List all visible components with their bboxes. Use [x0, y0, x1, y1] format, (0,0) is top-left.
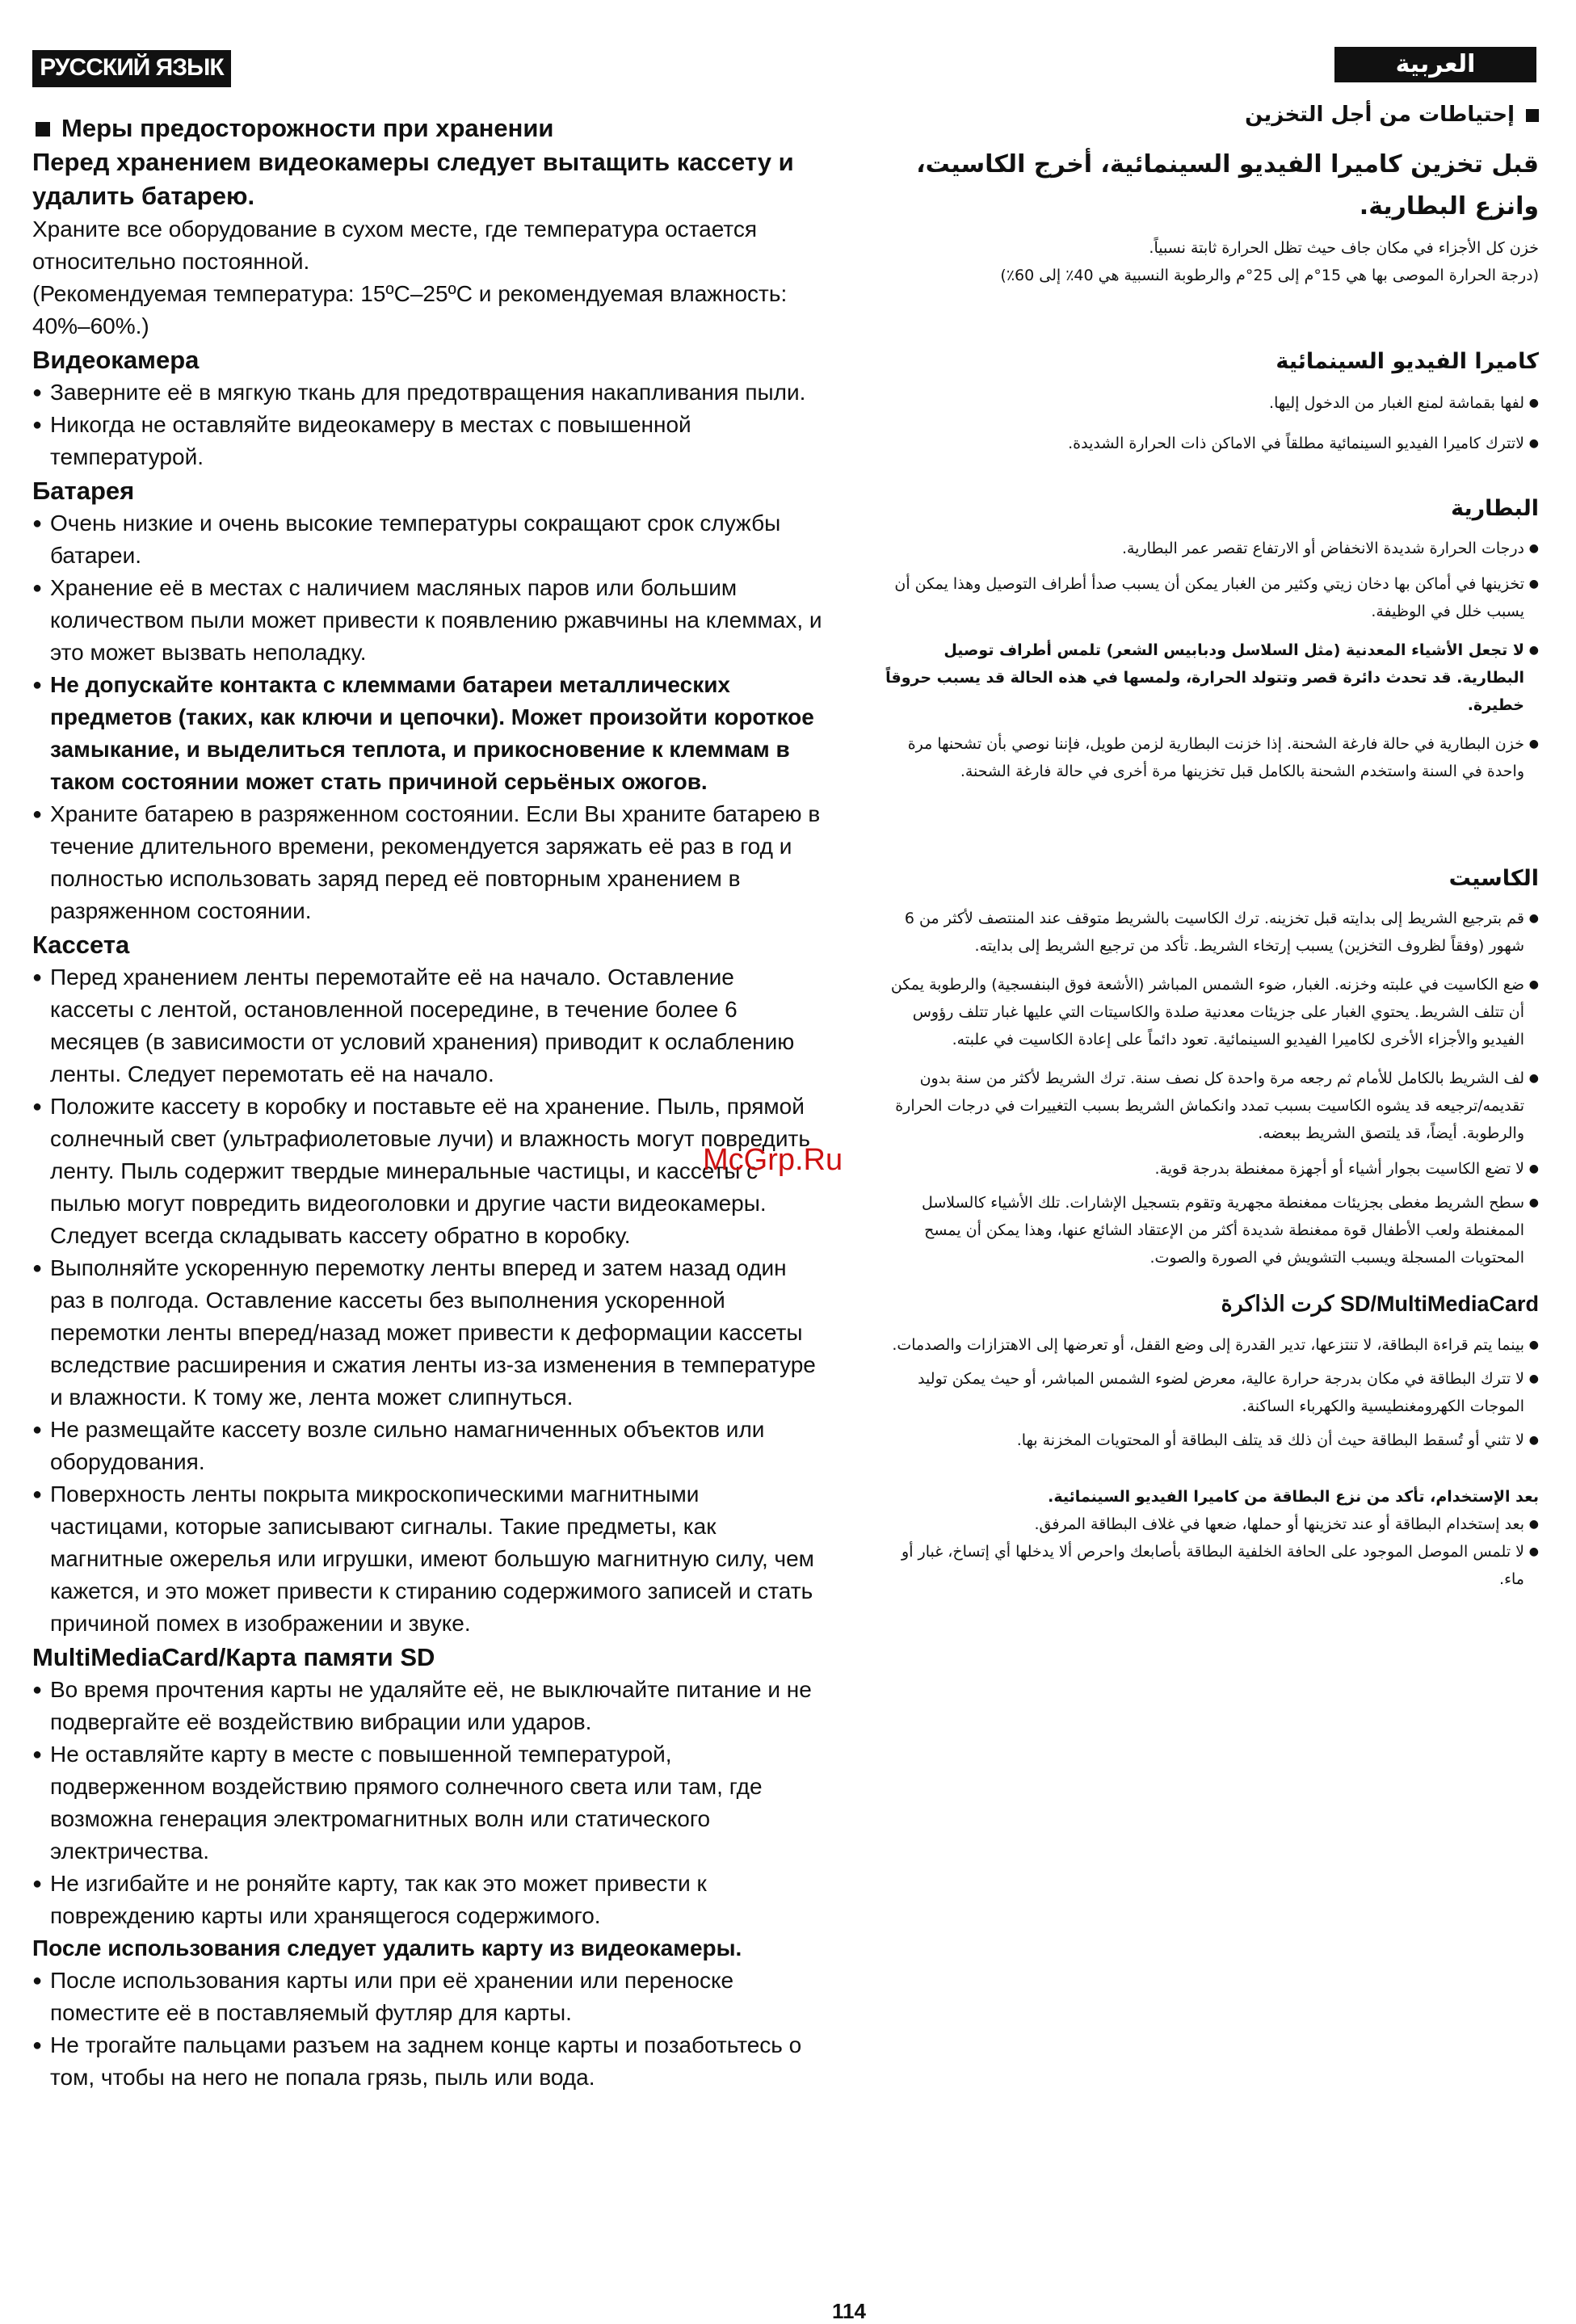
ru-camera-item: ● Заверните её в мягкую ткань для предотвращения накапливания пыли.: [32, 376, 824, 409]
ar-camera-heading: كاميرا الفيديو السينمائية: [1276, 349, 1539, 374]
russian-column: [32, 111, 824, 2094]
ar-battery-warning: ● لا تجعل الأشياء المعدنية (مثل السلاسل ودبابيس الشعر) تلمس أطراف توصيل البطارية. قد تحدث دائرة قصر وتتولد الحرارة، ولمسها في هذه الحالة قد يسبب حروقاً خطيرة.: [876, 637, 1539, 719]
square-bullet-icon: [36, 122, 50, 137]
ru-lead-text: Перед хранением видеокамеры следует вытащить кассету и удалить батарею.: [32, 148, 794, 210]
ar-section-title: إحتياطات من أجل التخزين: [876, 97, 1539, 132]
ar-card-heading: كرت الذاكرة SD/MultiMediaCard: [1221, 1292, 1539, 1316]
ru-cassette-item: ● Не размещайте кассету возле сильно намагниченных объектов или оборудования.: [32, 1414, 824, 1478]
ru-card-item: ● Не изгибайте и не роняйте карту, так как это может привести к повреждению карты или хранящегося содержимого.: [32, 1868, 824, 1932]
ru-card-heading: MultiMediaCard/Карта памяти SD: [32, 1643, 435, 1671]
ru-card-item: ● Во время прочтения карты не удаляйте её, не выключайте питание и не подвергайте её воздействию вибрации или ударов.: [32, 1674, 824, 1738]
page-number: 114: [832, 2299, 866, 2323]
ar-intro-recommendation: (درجة الحرارة الموصى بها هي 15°م إلى 25°م والرطوبة النسبية هي 40٪ إلى 60٪): [1000, 267, 1539, 284]
ru-card-after-heading: После использования следует удалить карту из видеокамеры.: [32, 1935, 742, 1960]
ru-cassette-item: ● Поверхность ленты покрыта микроскопическими магнитными частицами, которые записывают сигналы. Такие предметы, как магнитные ожерелья или игрушки, имеют большую магнитную силу, чем кажется, и это может привести к стиранию содержимого записей и стать причиной помех в изображении и звуке.: [32, 1478, 824, 1640]
ru-cassette-heading: Кассета: [32, 931, 130, 959]
ar-battery-item: ● تخزينها في أماكن بها دخان زيتي وكثير من الغبار يمكن أن يسبب صدأ أطراف التوصيل وهذا يمكن أن يسبب خلل في الوظيفة.: [876, 570, 1539, 625]
ru-section-title: Меры предосторожности при хранении: [32, 111, 824, 145]
ar-camera-item: ● لاتترك كاميرا الفيديو السينمائية مطلقاً في الاماكن ذات الحرارة الشديدة.: [876, 430, 1539, 457]
ru-battery-item: ● Очень низкие и очень высокие температуры сокращают срок службы батареи.: [32, 507, 824, 572]
ru-intro-text: Храните все оборудование в сухом месте, где температура остается относительно постоянной.: [32, 216, 758, 274]
language-badge-arabic: العربية: [1334, 47, 1536, 82]
ar-camera-item: ● لفها بقماشة لمنع الغبار من الدخول إليها.: [876, 389, 1539, 417]
ru-cassette-item: ● Положите кассету в коробку и поставьте её на хранение. Пыль, прямой солнечный свет (ультрафиолетовые лучи) и влажность могут повредить ленту. Пыль содержит твердые минеральные частицы, и кассеты с пылью могут повредить видеоголовки и другие части видеокамеры. Следует всегда складывать кассету обратно в коробку.: [32, 1091, 824, 1252]
watermark: McGrp.Ru: [703, 1143, 843, 1177]
ar-cassette-item: ● سطح الشريط مغطى بجزيئات ممغنطة مجهرية وتقوم بتسجيل الإشارات. تلك الأشياء كالسلاسل الممغنطة ولعب الأطفال قوة ممغنطة شديدة أكثر من الإعتقاد الشائع عنها، وهذا يمكن أن يمسح المحتويات المسجلة ويسبب التشويش في الصورة والصوت.: [876, 1189, 1539, 1271]
ar-cassette-heading: الكاسيت: [1448, 866, 1539, 891]
ar-lead-text: قبل تخزين كاميرا الفيديو السينمائية، أخرج الكاسيت، وانزع البطارية.: [916, 150, 1539, 221]
ru-cassette-item: ● Выполняйте ускоренную перемотку ленты вперед и затем назад один раз в полгода. Оставление кассеты без выполнения ускоренной перемотки ленты вперед/назад может привести к деформации кассеты вследствие расширения и сжатия ленты из-за изменения в температуре и влажности. К тому же, лента может слипнуться.: [32, 1252, 824, 1414]
arabic-column: [876, 97, 1539, 1593]
ar-cassette-item: ● لا تضع الكاسيت بجوار أشياء أو أجهزة ممغنطة بدرجة قوية.: [876, 1155, 1539, 1183]
square-bullet-icon: [1526, 109, 1539, 122]
ar-battery-item: ● درجات الحرارة شديدة الانخفاض أو الارتفاع تقصر عمر البطارية.: [876, 535, 1539, 562]
ar-cassette-item: ● ضع الكاسيت في علبته وخزنه. الغبار، ضوء الشمس المباشر (الأشعة فوق البنفسجية) والرطوبة يمكن أن تتلف الشريط. يحتوي الغبار على جزيئات معدنية صلدة والكاسيتات التي عليها غبار تتلف رؤوس الفيديو والأجزاء الأخرى لكاميرا الفيديو السينمائية. تعود دائماً على إعادة الكاسيت في علبته.: [876, 971, 1539, 1053]
ar-battery-item: ● خزن البطارية في حالة فارغة الشحنة. إذا خزنت البطارية لزمن طويل، فإننا نوصي بأن تشحنها مرة واحدة في السنة واستخدم الشحنة بالكامل قبل تخزينها مرة أخرى في حالة فارغة الشحنة.: [876, 730, 1539, 785]
ru-card-item: ● Не оставляйте карту в месте с повышенной температурой, подверженном воздействию прямого солнечного света или там, где возможна генерация электромагнитных волн или статического электричества.: [32, 1738, 824, 1868]
ru-intro-recommendation: (Рекомендуемая температура: 15ºC–25ºC и рекомендуемая влажность: 40%–60%.): [32, 281, 788, 338]
ar-battery-heading: البطارية: [1451, 496, 1539, 521]
ar-card-item: ● لا تثني أو تُسقط البطاقة حيث أن ذلك قد يتلف البطاقة أو المحتويات المخزنة بها.: [876, 1427, 1539, 1454]
language-badge-russian: РУССКИЙ ЯЗЫК: [32, 50, 231, 87]
ru-camera-heading: Видеокамера: [32, 346, 200, 374]
ar-cassette-item: ● لف الشريط بالكامل للأمام ثم رجعه مرة واحدة كل نصف سنة. ترك الشريط لأكثر من سنة بدون تقديمه/ترجيعه قد يشوه الكاسيت بسبب تمدد وانكماش الشريط بسبب التغييرات في درجات الحرارة والرطوبة. أيضاً، قد يلتصق الشريط ببعضه.: [876, 1065, 1539, 1147]
ar-intro-text: خزن كل الأجزاء في مكان جاف حيث تظل الحرارة ثابتة نسبياً.: [1149, 239, 1539, 257]
ar-card-after-item: ● بعد إستخدام البطاقة أو عند تخزينها أو حملها، ضعها في غلاف البطاقة المرفق.: [876, 1511, 1539, 1538]
ar-card-after-item: ● لا تلمس الموصل الموجود على الحافة الخلفية البطاقة بأصابعك واحرص ألا يدخلها أي إتساخ، غبار أو ماء.: [876, 1538, 1539, 1593]
ru-cassette-item: ● Перед хранением ленты перемотайте её на начало. Оставление кассеты с лентой, остановленной посередине, в течение более 6 месяцев (в зависимости от условий хранения) приводит к ослаблению ленты. Следует перемотать её на начало.: [32, 961, 824, 1091]
ru-camera-item: ● Никогда не оставляйте видеокамеру в местах с повышенной температурой.: [32, 409, 824, 473]
ru-battery-item: ● Храните батарею в разряженном состоянии. Если Вы храните батарею в течение длительного времени, рекомендуется заряжать её раз в год и полностью использовать заряд перед её повторным хранением в разряженном состоянии.: [32, 798, 824, 927]
ar-card-item: ● بينما يتم قراءة البطاقة، لا تنتزعها، تدير القدرة إلى وضع القفل، أو تعرضها إلى الاهتزازات والصدمات.: [876, 1331, 1539, 1359]
ru-battery-heading: Батарея: [32, 477, 135, 505]
ar-cassette-item: ● قم بترجيع الشريط إلى بدايته قبل تخزينه. ترك الكاسيت بالشريط متوقف عند المنتصف لأكثر من 6 شهور (وفقاً لظروف التخزين) يسبب إرتخاء الشريط. تأكد من ترجيع الشريط إلى بدايته.: [876, 905, 1539, 960]
ar-card-after-heading: بعد الإستخدام، تأكد من نزع البطاقة من كاميرا الفيديو السينمائية.: [1048, 1488, 1539, 1506]
ar-card-item: ● لا تترك البطاقة في مكان بدرجة حرارة عالية، معرض لضوء الشمس المباشر، أو حيث يمكن توليد الموجات الكهرومغنطيسية والكهرباء الساكنة.: [876, 1365, 1539, 1420]
ru-card-after-item: ● После использования карты или при её хранении или переноске поместите её в поставляемый футляр для карты.: [32, 1965, 824, 2029]
ru-card-after-item: ● Не трогайте пальцами разъем на заднем конце карты и позаботьтесь о том, чтобы на него не попала грязь, пыль или вода.: [32, 2029, 824, 2094]
ru-battery-warning: ● Не допускайте контакта с клеммами батареи металлических предметов (таких, как ключи и цепочки). Может произойти короткое замыкание, и выделиться теплота, и прикосновение к клеммам в таком состоянии может стать причиной серьёных ожогов.: [32, 669, 824, 798]
ru-battery-item: ● Хранение её в местах с наличием масляных паров или большим количеством пыли может привести к появлению ржавчины на клеммах, и это может вызвать неполадку.: [32, 572, 824, 669]
